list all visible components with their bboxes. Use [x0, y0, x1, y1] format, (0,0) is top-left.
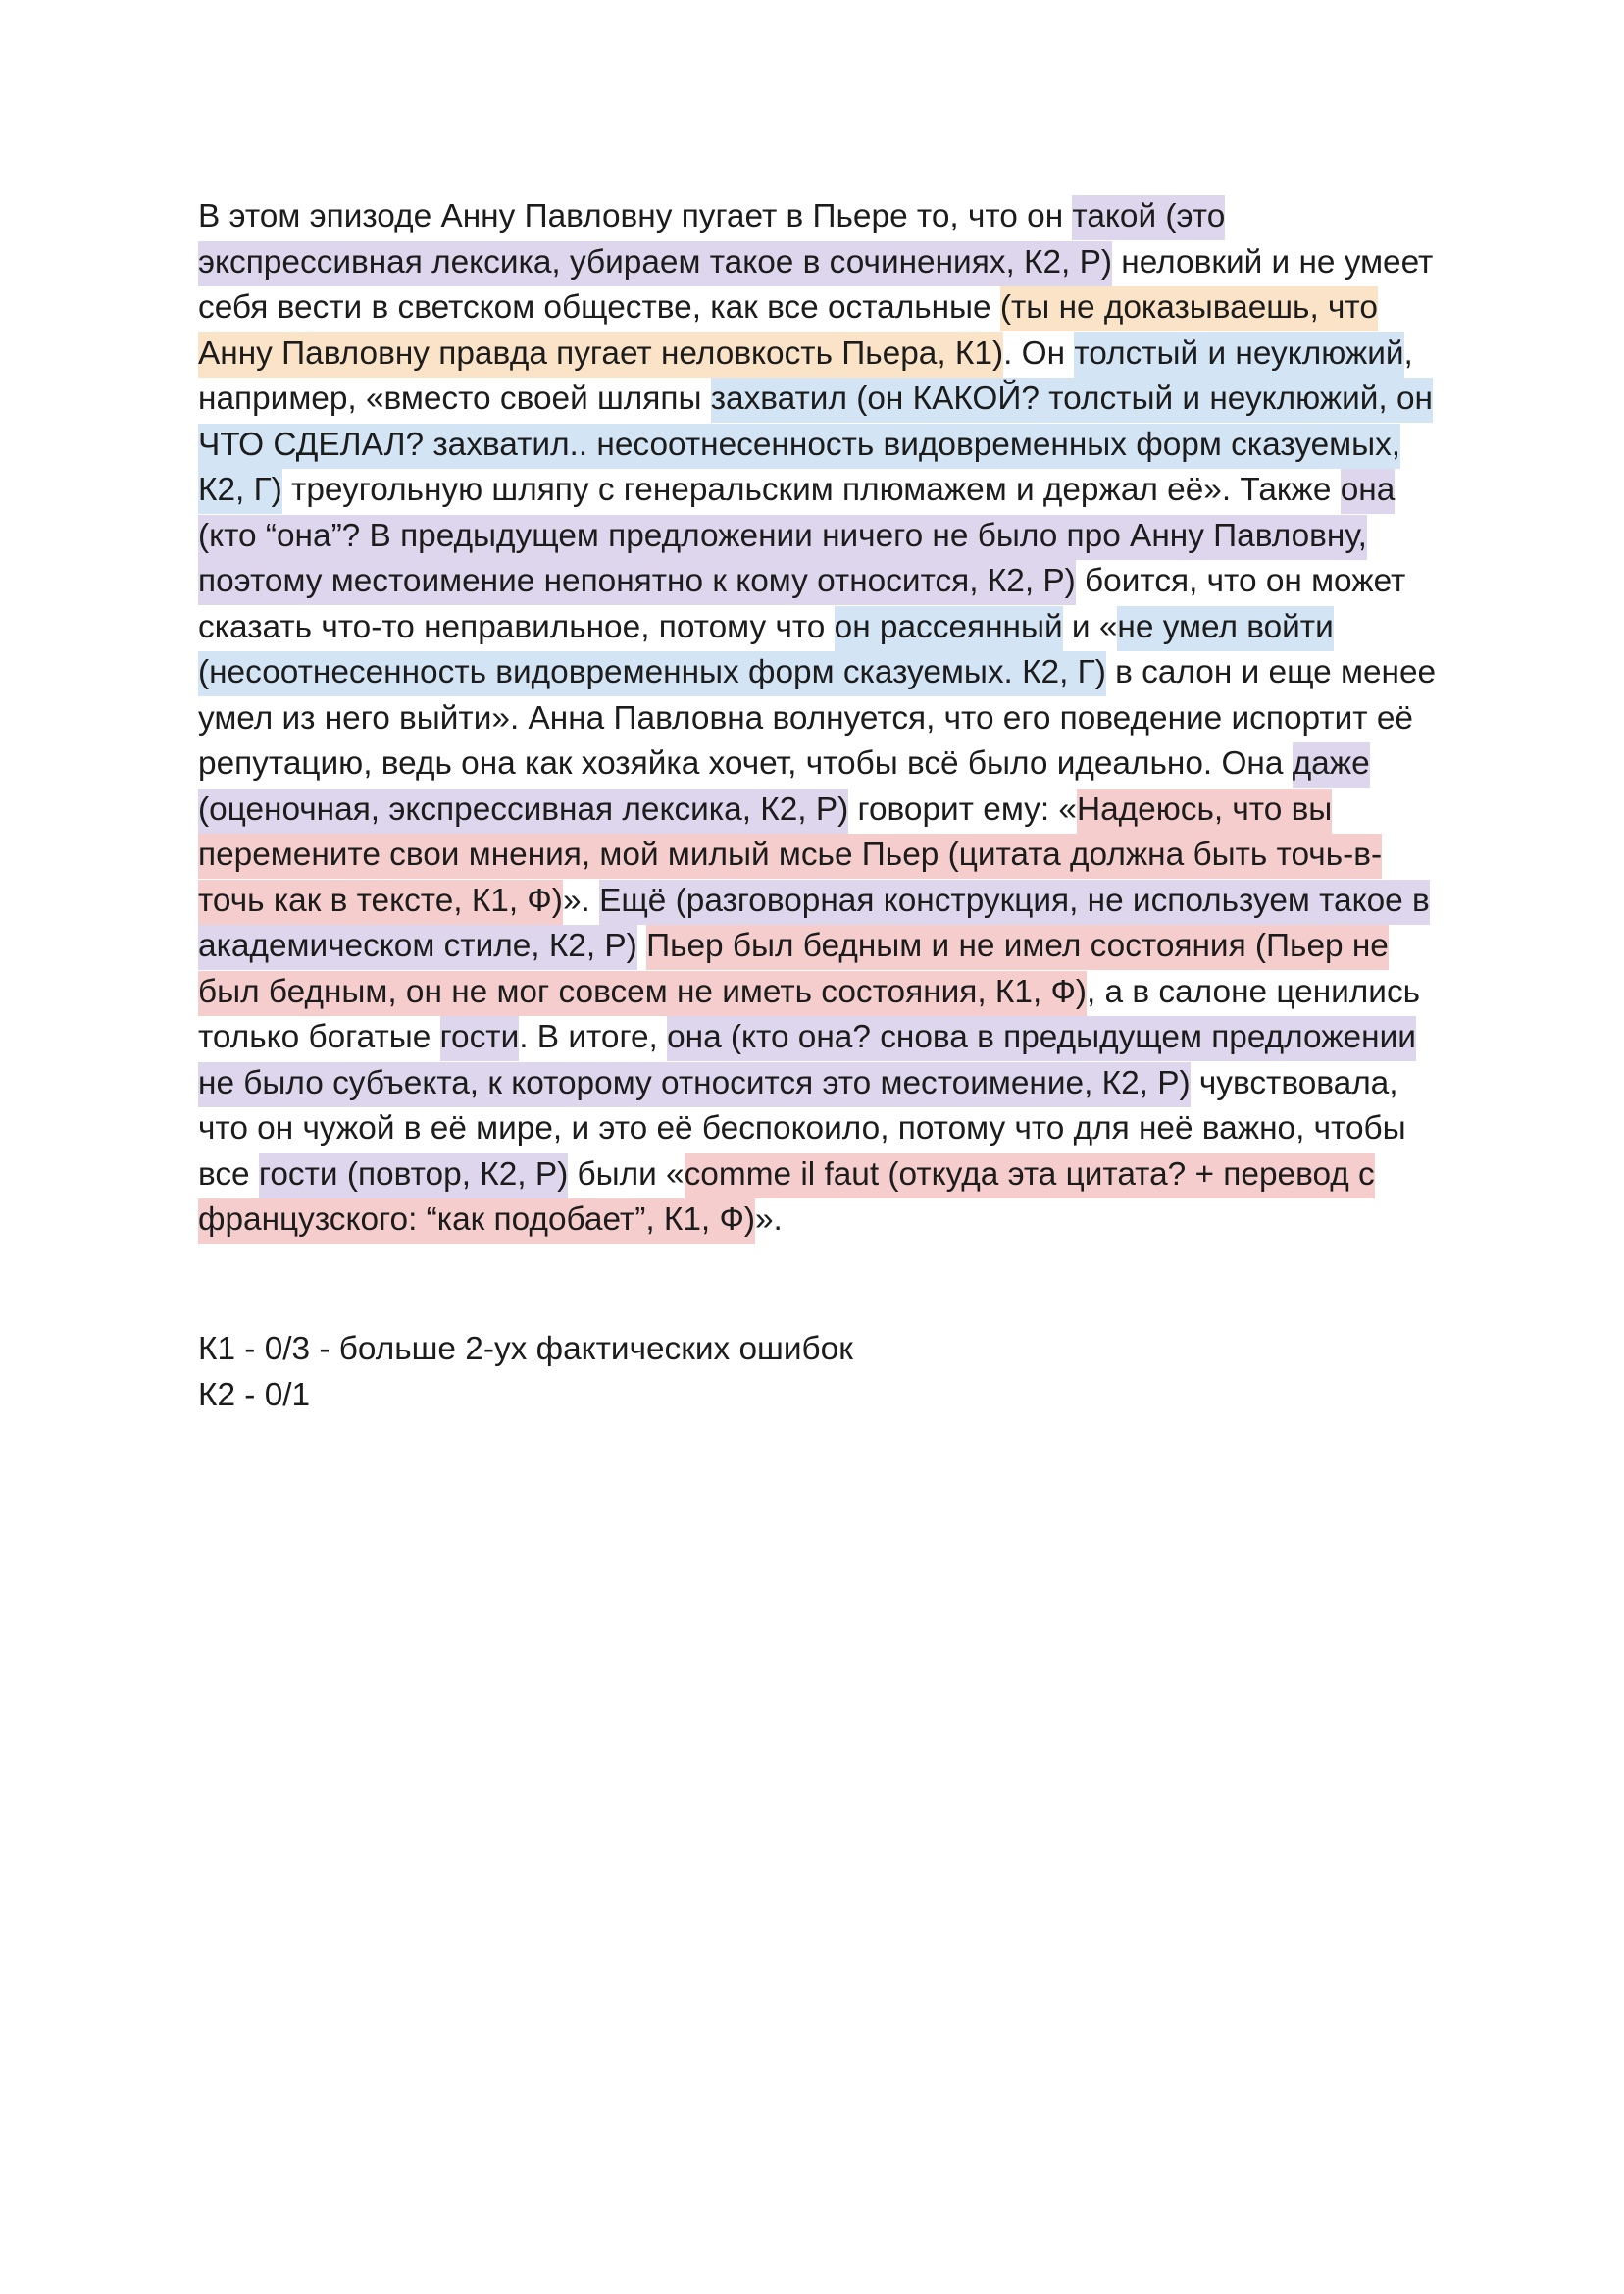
essay-text-run: . Он: [1003, 334, 1075, 372]
essay-text-run: говорит ему: «: [848, 790, 1077, 828]
essay-text-run: , например, «вместо своей шляпы: [198, 334, 1413, 417]
factual-error-highlight: Пьер был бедным и не имел состояния (Пьер не был бедным, он не мог совсем не иметь состояния, К1, Ф): [198, 925, 1389, 1016]
score-block: [198, 1327, 1442, 1418]
score-k1: К1 - 0/3 - больше 2-ух фактических ошибок: [198, 1331, 853, 1367]
essay-text-run: неловкий и не умеет себя вести в светском обществе, как все остальные: [198, 243, 1434, 326]
grammar-error-highlight: он рассеянный: [835, 606, 1063, 651]
essay-text-run: были «: [568, 1155, 685, 1193]
expressive-lexis-highlight: она (кто “она”? В предыдущем предложении ничего не было про Анну Павловну, поэтому местоимение непонятно к кому относится, К2, Р): [198, 469, 1395, 605]
essay-text-run: боится, что он может сказать что-то неправильное, потому что: [198, 563, 1406, 645]
essay-text-run: ».: [754, 1201, 783, 1238]
grammar-error-highlight: не умел войти (несоотнесенность видовременных форм сказуемых. К2, Г): [198, 606, 1334, 697]
expressive-lexis-highlight: Ещё (разговорная конструкция, не используем такое в академическом стиле, К2, Р): [198, 880, 1430, 971]
essay-text: [198, 194, 1442, 1244]
expressive-lexis-highlight: такой (это экспрессивная лексика, убираем такое в сочинениях, К2, Р): [198, 195, 1225, 286]
essay-text-run: [637, 928, 646, 964]
grammar-error-highlight: захватил (он КАКОЙ? толстый и неуклюжий, он ЧТО СДЕЛАЛ? захватил.. несоотнесенность видовременных форм сказуемых, К2, Г): [198, 378, 1433, 514]
essay-text-run: В этом эпизоде Анну Павловну пугает в Пьере то, что он: [198, 198, 1073, 234]
expressive-lexis-highlight: гости (повтор, К2, Р): [259, 1153, 568, 1198]
expressive-lexis-highlight: даже (оценочная, экспрессивная лексика, К2, Р): [198, 742, 1370, 834]
unproven-claim-highlight: (ты не доказываешь, что Анну Павловну правда пугает неловкость Пьера, К1): [198, 286, 1378, 378]
grammar-error-highlight: толстый и неуклюжий: [1074, 332, 1403, 378]
essay-text-run: ».: [562, 882, 600, 919]
expressive-lexis-highlight: она (кто она? снова в предыдущем предложении не было субъекта, к которому относится это местоимение, К2, Р): [198, 1016, 1416, 1107]
essay-text-run: в салон и еще менее умел из него выйти». Анна Павловна волнуется, что его поведение испортит её репутацию, ведь она как хозяйка хочет, чтобы всё было идеально. Она: [198, 654, 1437, 782]
essay-text-run: и «: [1062, 608, 1118, 645]
expressive-lexis-highlight: гости: [440, 1016, 520, 1061]
essay-text-run: треугольную шляпу с генеральским плюмажем и держал её». Также: [281, 472, 1341, 508]
score-k2: К2 - 0/1: [198, 1376, 311, 1413]
essay-text-run: . В итоге,: [519, 1019, 668, 1055]
factual-error-highlight: Надеюсь, что вы перемените свои мнения, мой милый мсье Пьер (цитата должна быть точь-в-точь как в тексте, К1, Ф): [198, 789, 1382, 925]
essay-text-run: чувствовала, что он чужой в её мире, и это её беспокоило, потому что для неё важно, чтобы все: [198, 1064, 1406, 1193]
essay-text-run: , а в салоне ценились только богатые: [198, 973, 1421, 1055]
factual-error-highlight: comme il faut (откуда эта цитата? + перевод с французского: “как подобает”, К1, Ф): [198, 1153, 1375, 1245]
